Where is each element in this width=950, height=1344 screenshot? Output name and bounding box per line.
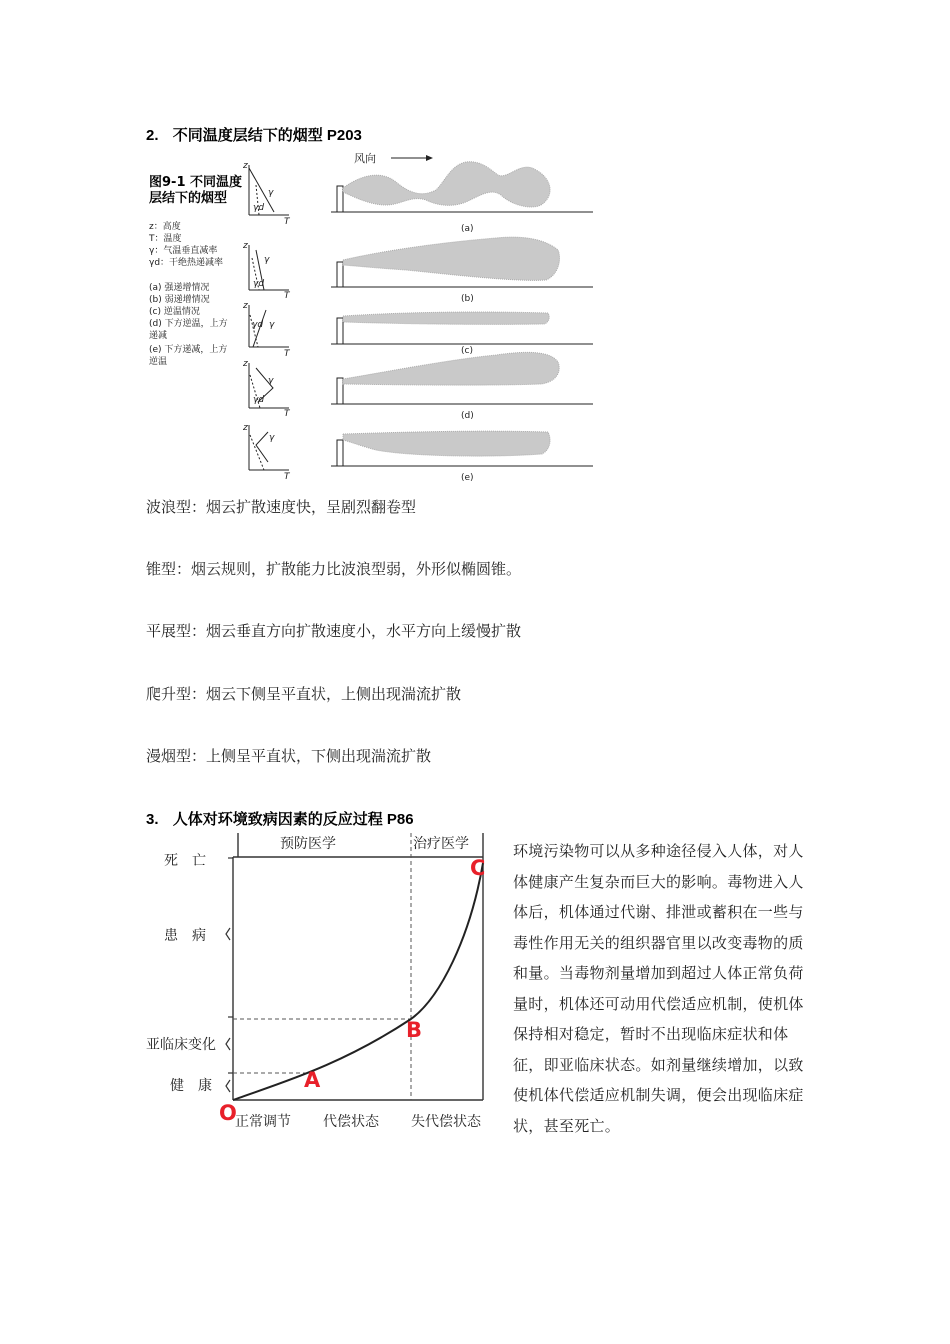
y-label-death: 死 亡: [164, 853, 206, 869]
x-label-compensated: 代偿状态: [323, 1114, 379, 1130]
response-curve: [233, 863, 483, 1100]
gamma-label: γ: [269, 433, 275, 443]
plume-description: 漫烟型：上侧呈平直状，下侧出现湍流扩散: [146, 747, 432, 765]
axis-t: T: [284, 291, 290, 301]
plume-description: 锥型：烟云规则，扩散能力比波浪型弱，外形似椭圆锥。: [146, 560, 522, 578]
axis-t: T: [284, 349, 290, 359]
gamma-label: γ: [264, 255, 270, 265]
plume-description: 波浪型：烟云扩散速度快，呈剧烈翻卷型: [146, 498, 417, 516]
plume-description: 爬升型：烟云下侧呈平直状，上侧出现湍流扩散: [146, 685, 462, 703]
axis-t: T: [284, 409, 290, 419]
gamma-d-label: γd: [252, 320, 264, 330]
case-line: (d) 下方逆温，上方: [149, 319, 228, 329]
point-a: A: [304, 1068, 321, 1092]
axis-z: z: [243, 241, 248, 251]
case-line: (c) 逆温情况: [149, 307, 200, 317]
legend-line: γ：气温垂直减率: [149, 246, 218, 256]
plume-panels: [331, 162, 593, 483]
x-label-decompensated: 失代偿状态: [411, 1114, 481, 1130]
case-line: 递减: [149, 331, 168, 341]
axis-z: z: [243, 359, 248, 369]
point-b: B: [406, 1018, 423, 1042]
response-process-diagram: [140, 828, 505, 1138]
gamma-d-label: γd: [253, 395, 265, 405]
case-line: 逆温: [149, 357, 168, 367]
figure-caption-line1: 图9-1 不同温度: [149, 175, 243, 190]
y-label-healthy: 健 康: [170, 1078, 212, 1094]
plume-looping: [331, 162, 593, 212]
y-label-disease: 患 病: [164, 928, 206, 944]
panel-label: (a): [461, 224, 474, 234]
wind-direction-label: 风向: [354, 152, 376, 165]
panel-label: (c): [461, 346, 473, 356]
point-c: C: [470, 856, 486, 880]
plume-fumigation: [331, 431, 593, 466]
axis-z: z: [243, 423, 248, 433]
section-title: 人体对环境致病因素的反应过程 P86: [172, 811, 414, 828]
axis-z: z: [243, 161, 248, 171]
gamma-label: γ: [268, 188, 274, 198]
legend-line: T：温度: [149, 234, 182, 244]
case-line: (a) 强递增情况: [149, 283, 210, 293]
panel-label: (b): [461, 294, 474, 304]
response-explanation: 环境污染物可以从多种途径侵入人体，对人体健康产生复杂而巨大的影响。毒物进入人体后，机体通过代谢、排泄或蓄积在一些与毒性作用无关的组织器官里以改变毒物的质和量。当毒物剂量增加到超过人体正常负荷量时，机体还可动用代偿适应机制，使机体保持相对稳定，暂时不出现临床症状和体征，即亚临床状态。如剂量继续增加，以致使机体代偿适应机制失调，便会出现临床症状，甚至死亡。: [513, 842, 804, 1135]
case-line: (b) 弱递增情况: [149, 295, 210, 305]
legend-line: γd：干绝热递减率: [149, 258, 224, 268]
gamma-label: γ: [268, 376, 274, 386]
panel-label: (d): [461, 411, 474, 421]
legend-line: z：高度: [149, 222, 181, 232]
x-label-normal: 正常调节: [235, 1114, 291, 1130]
top-label-treatment: 治疗医学: [413, 836, 469, 852]
wind-arrow-icon: [391, 155, 433, 161]
plume-lofting: [331, 352, 593, 404]
profile-e: [249, 425, 289, 470]
gamma-d-label: γd: [253, 279, 265, 289]
case-line: (e) 下方递减，上方: [149, 345, 228, 355]
plume-coning: [331, 237, 593, 287]
smoke-plume-figure: [146, 150, 596, 485]
gamma-d-label: γd: [253, 203, 265, 213]
section-number: 3.: [146, 811, 159, 828]
panel-label: (e): [461, 473, 474, 483]
point-o: O: [219, 1101, 237, 1125]
axis-t: T: [284, 217, 290, 227]
y-label-subclinical: 亚临床变化: [146, 1037, 216, 1053]
section-number: 2.: [146, 127, 159, 144]
section-3-heading: [146, 808, 414, 829]
axis-t: T: [284, 472, 290, 482]
y-brace: [226, 858, 233, 1092]
plume-description: 平展型：烟云垂直方向扩散速度小，水平方向上缓慢扩散: [146, 622, 522, 640]
figure-caption-line2: 层结下的烟型: [149, 191, 228, 206]
top-label-prevention: 预防医学: [280, 836, 336, 852]
section-title: 不同温度层结下的烟型 P203: [172, 127, 362, 144]
gamma-label: γ: [269, 320, 275, 330]
plume-fanning: [331, 312, 593, 344]
section-2-heading: [146, 124, 362, 145]
axis-z: z: [243, 301, 248, 311]
